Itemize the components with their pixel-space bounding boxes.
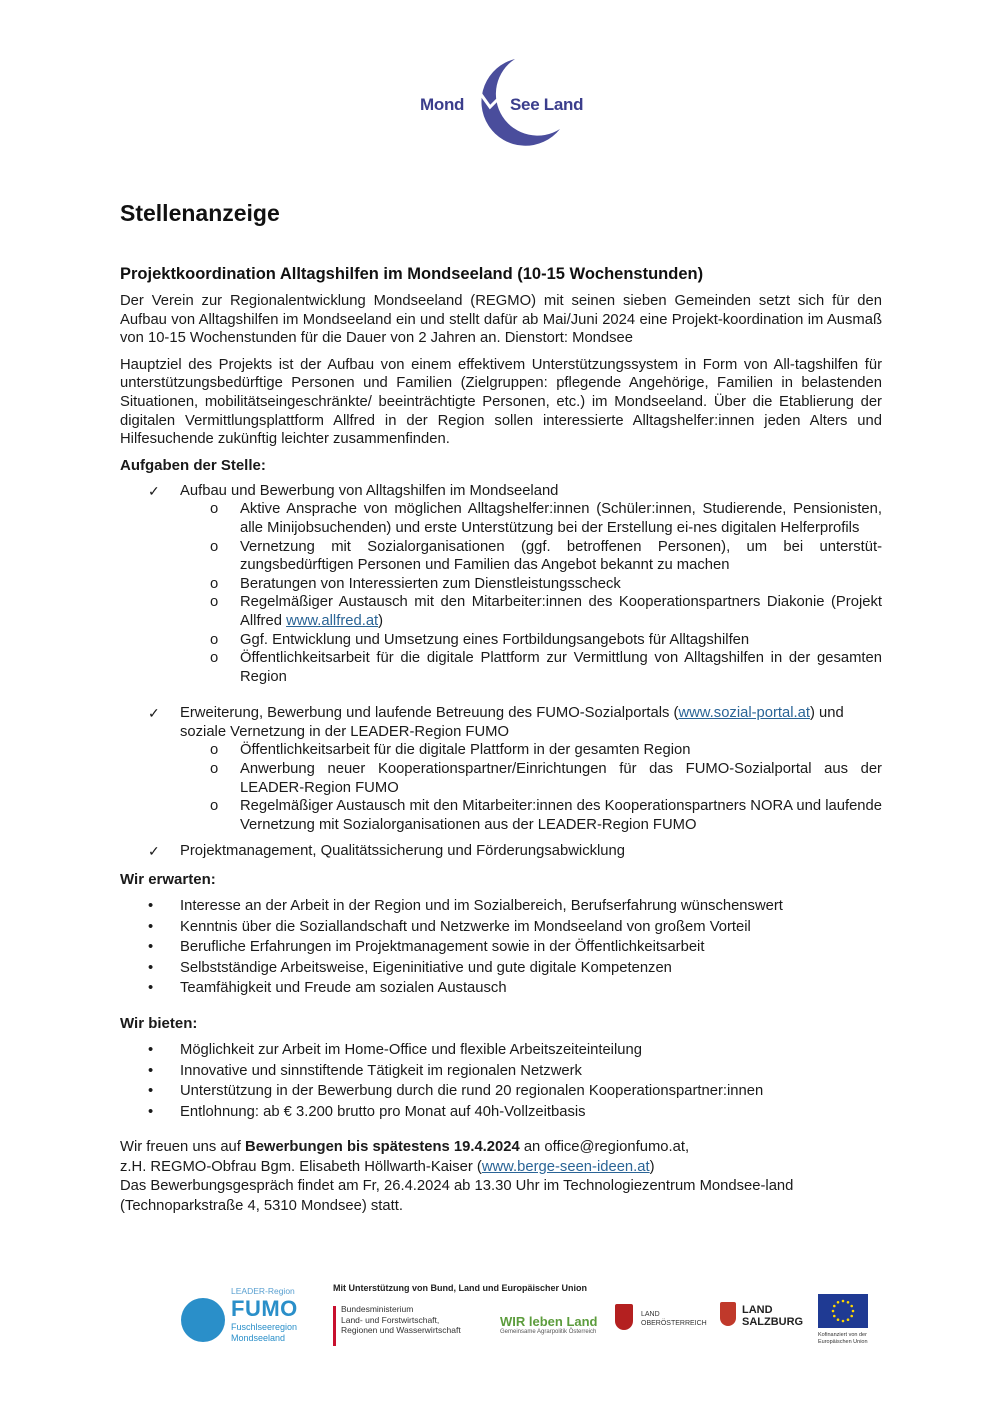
expect-item [120,978,882,999]
mond-see-land-logo [410,55,590,150]
salzburg-shield-icon [720,1302,736,1326]
task-subitem [120,631,882,650]
task-group-3-label: Projektmanagement, Qualitätssicherung und Förderungsabwicklung [180,843,625,860]
ministry-line-1: Bundesministerium [341,1304,414,1314]
offer-item [120,1081,882,1102]
closing-line-2-pre: z.H. REGMO-Obfrau Bgm. Elisabeth Höllwarth-Kaiser ( [120,1158,482,1175]
closing-line-2 [120,1158,882,1178]
eu-text: Kofinanziert von der Europäischen Union [818,1332,868,1345]
task-group-1 [120,482,882,501]
closing-line-1-pre: Wir freuen uns auf [120,1139,246,1156]
bullet-icon: • [148,939,154,956]
expect-item [120,917,882,938]
application-deadline: Bewerbungen bis spätestens 19.4.2024 [245,1139,520,1156]
ooe-shield-icon [615,1304,633,1330]
task-group-2-label: Erweiterung, Bewerbung und laufende Betreuung des FUMO-Sozialportals ( [180,705,679,722]
wir-leben-land-title: WIR leben Land [500,1314,598,1329]
circle-bullet-icon: o [210,631,219,648]
expect-item-text: Selbstständige Arbeitsweise, Eigeninitiative und gute digitale Kompetenzen [180,959,672,976]
fumo-name: FUMO [231,1296,298,1321]
task-subitem [120,575,882,594]
ooe-line-2: OBERÖSTERREICH [641,1320,707,1327]
sozial-portal-link[interactable]: www.sozial-portal.at [678,705,811,722]
expect-item [120,937,882,958]
task-subitem-text: Regelmäßiger Austausch mit den Mitarbeiter:innen des Kooperationspartners NORA und laufende Vernetzung mit Sozialorganisationen aus der LEADER-Region FUMO [240,798,882,833]
task-group-3 [120,842,882,861]
ministry-bar-icon [333,1306,336,1346]
circle-bullet-icon: o [210,575,219,592]
circle-bullet-icon: o [210,594,219,611]
task-subitem-text: Öffentlichkeitsarbeit für die digitale Plattform in der gesamten Region [240,742,691,759]
task-subitem [120,760,882,797]
job-posting [120,200,882,1216]
tasks-title: Aufgaben der Stelle: [120,456,266,474]
offer-item [120,1040,882,1061]
offer-list [120,1040,882,1122]
bullet-icon: • [148,918,154,935]
logo-word-see-land: See Land [510,95,584,114]
task-subitem-text: Ggf. Entwicklung und Umsetzung eines Fortbildungsangebots für Alltagshilfen [240,631,750,648]
closing-line-1-post: an office@regionfumo.at, [519,1139,690,1156]
berge-seen-ideen-link[interactable]: www.berge-seen-ideen.at [481,1158,650,1175]
checkmark-icon: ✓ [148,482,160,499]
closing-text [120,1138,882,1216]
expect-item-text: Teamfähigkeit und Freude am sozialen Austausch [180,980,507,997]
expect-item-text: Interesse an der Arbeit in der Region und im Sozialbereich, Berufserfahrung wünschenswert [180,898,783,915]
task-group-2-label-end: ) und soziale Vernetzung in der LEADER-Region FUMO [180,705,844,740]
page-title: Stellenanzeige [120,200,280,226]
bullet-icon: • [148,1042,154,1058]
salzburg-line-1: LAND [742,1304,773,1316]
logo-word-mond: Mond [420,95,465,114]
task-group-2 [120,704,882,741]
expect-item [120,896,882,917]
ministry-logo [333,1304,488,1336]
eu-flag-icon [818,1294,868,1328]
checkmark-icon: ✓ [148,843,160,860]
checkmark-icon: ✓ [148,705,160,722]
offer-title: Wir bieten: [120,1015,198,1032]
offer-item-text: Innovative und sinnstiftende Tätigkeit im regionalen Netzwerk [180,1062,582,1079]
intro-paragraph-2: Hauptziel des Projekts ist der Aufbau von einem effektivem Unterstützungssystem in Form von All-tagshilfen für unterstützungsbedürftige Personen und Familien (Zielgruppen: pflegende Angehörige, Familien in belastenden Situationen, mobilitätseingeschränkte/ beeinträchtigte Personen, etc.) im Mondseeland. Über die Etablierung der digitalen Vermittlungsplattform Allfred in der Region sollen interessierte Alltagshelfer:innen jeden Alters und Hilfesuchende zukünftig leichter zusammenfinden. [120,356,882,448]
ministry-line-2: Land- und Forstwirtschaft, [341,1314,440,1325]
expect-item-text: Kenntnis über die Soziallandschaft und Netzwerke im Mondseeland von großem Vorteil [180,918,751,935]
bullet-icon: • [148,1062,154,1079]
task-group-1-label: Aufbau und Bewerbung von Alltagshilfen im Mondseeland [180,482,559,499]
bullet-icon: • [148,959,154,976]
support-text: Mit Unterstützung von Bund, Land und Europäischer Union [333,1283,587,1293]
circle-bullet-icon: o [210,501,219,518]
offer-item-text: Unterstützung in der Bewerbung durch die rund 20 regionalen Kooperationspartner:innen [180,1083,764,1100]
bullet-icon: • [148,1083,154,1100]
circle-bullet-icon: o [210,761,219,778]
ministry-line-3: Regionen und Wasserwirtschaft [341,1325,461,1335]
ooe-line-1: LAND [641,1311,660,1318]
expect-list [120,896,882,999]
expect-item [120,958,882,979]
wir-leben-land-sub: Gemeinsame Agrarpolitik Österreich [500,1329,597,1335]
task-subitem [120,797,882,834]
expect-title: Wir erwarten: [120,871,216,889]
job-title: Projektkoordination Alltagshilfen im Mondseeland (10-15 Wochenstunden) [120,265,704,283]
task-subitem-text: Regelmäßiger Austausch mit den Mitarbeiter:innen des Kooperationspartners Diakonie (Projekt Allfred [240,594,882,629]
offer-item [120,1061,882,1082]
task-subitem [120,500,882,537]
wir-leben-land-logo [500,1314,605,1335]
bullet-icon: • [148,898,154,915]
task-subitem [120,741,882,760]
task-subitem [120,649,882,686]
circle-bullet-icon: o [210,650,219,667]
offer-item [120,1102,882,1123]
circle-bullet-icon: o [210,742,219,759]
sponsor-footer [175,1280,875,1360]
bullet-icon: • [148,1103,154,1120]
task-subitem [120,593,882,630]
circle-bullet-icon: o [210,798,219,815]
closing-line-1 [120,1138,882,1158]
fumo-sub-1: Fuschlseeregion [231,1322,298,1332]
task-subitem-text: Aktive Ansprache von möglichen Alltagshelfer:innen (Schüler:innen, Studierende, Pensionisten, alle Minijobsuchenden) und erste Unterstützung bei der Erstellung ei-nes digitalen Helferprofils [240,501,882,536]
salzburg-line-2: SALZBURG [742,1316,804,1328]
closing-line-2-post: ) [649,1158,655,1175]
allfred-link[interactable]: www.allfred.at [286,612,379,629]
tasks-list [120,482,882,861]
fumo-region-label: LEADER-Region [231,1286,295,1296]
circle-bullet-icon: o [210,538,219,555]
fumo-sub-2: Mondseeland [231,1333,286,1343]
expect-item-text: Berufliche Erfahrungen im Projektmanagement sowie in der Öffentlichkeitsarbeit [180,939,705,956]
task-subitem-text: Vernetzung mit Sozialorganisationen (ggf. betroffenen Personen), um bei unterstüt-zungsbedürftigen Personen und Familien das Angebot bekannt zu machen [240,538,882,574]
task-subitem-text: Öffentlichkeitsarbeit für die digitale Plattform zur Vermittlung von Alltagshilfen in der gesamten Region [240,650,882,685]
intro-paragraph-1: Der Verein zur Regionalentwicklung Mondseeland (REGMO) mit seinen sieben Gemeinden setzt sich für den Aufbau von Alltagshilfen im Mondseeland ein und stellt dafür ab Mai/Juni 2024 eine Projekt-koordination im Ausmaß von 10-15 Wochenstunden für die Dauer von 2 Jahren an. Dienstort: Mondsee [120,293,882,347]
task-subitem-text-end: ) [378,612,384,629]
fumo-logo [175,1284,315,1354]
bullet-icon: • [148,980,154,997]
fumo-water-icon [181,1298,225,1342]
task-subitem-text: Anwerbung neuer Kooperationspartner/Einrichtungen für das FUMO-Sozialportal aus der LEADER-Region FUMO [240,761,882,796]
task-subitem-text: Beratungen von Interessierten zum Dienstleistungsscheck [240,575,621,592]
offer-item-text: Entlohnung: ab € 3.200 brutto pro Monat auf 40h-Vollzeitbasis [180,1103,586,1120]
task-subitem [120,538,882,575]
offer-item-text: Möglichkeit zur Arbeit im Home-Office und flexible Arbeitszeiteinteilung [180,1042,642,1058]
closing-line-3: Das Bewerbungsgespräch findet am Fr, 26.4.2024 ab 13.30 Uhr im Technologiezentrum Mondsee-land (Technoparkstraße 4, 5310 Mondsee) statt. [120,1178,794,1214]
